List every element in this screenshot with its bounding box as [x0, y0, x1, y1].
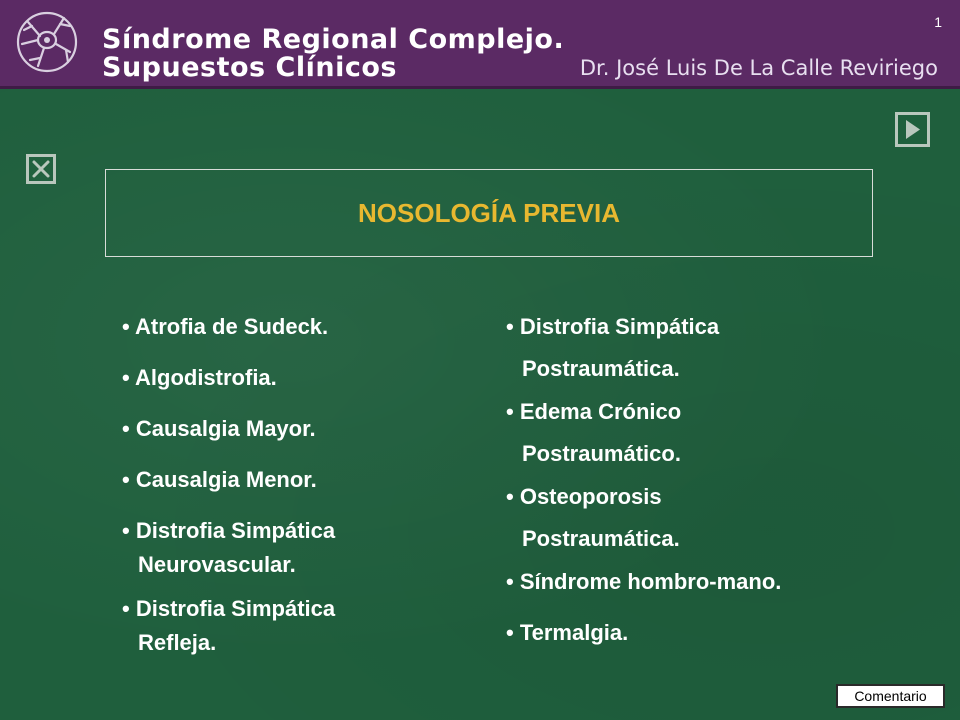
list-item-text: Síndrome hombro-mano. [519, 569, 782, 594]
bullet-mark: • [506, 399, 520, 424]
list-item-text: Causalgia Mayor. [135, 416, 316, 441]
list-item-text: Distrofia Simpática [135, 518, 336, 543]
list-item [122, 595, 335, 663]
list-item-text: Distrofia Simpática [135, 596, 336, 621]
bullet-mark: • [122, 467, 136, 492]
list-item-text: Osteoporosis [519, 484, 662, 509]
bullet-mark: • [122, 596, 136, 621]
author-name: Dr. José Luis De La Calle Reviriego [579, 56, 938, 80]
list-item-continuation: Postraumática. [522, 356, 680, 381]
bullet-mark: • [506, 569, 520, 594]
list-item [506, 483, 680, 567]
close-icon [29, 157, 53, 181]
list-item [506, 568, 781, 610]
list-item [122, 313, 328, 347]
list-item-continuation: Postraumático. [522, 441, 681, 466]
list-item-text: Atrofia de Sudeck. [135, 314, 329, 339]
list-item-continuation: Neurovascular. [138, 552, 296, 577]
close-button[interactable] [26, 154, 56, 184]
bullet-mark: • [506, 484, 520, 509]
bullet-mark: • [122, 314, 135, 339]
list-item [506, 619, 628, 661]
presentation-title-line-1: Síndrome Regional Complejo. [102, 24, 565, 55]
list-item [122, 517, 335, 585]
slide-number: 1 [934, 14, 942, 30]
list-item [122, 415, 316, 449]
bullet-mark: • [122, 365, 135, 390]
play-next-icon [898, 115, 927, 144]
list-item [122, 466, 317, 500]
bullet-mark: • [122, 518, 136, 543]
bullet-mark: • [506, 314, 520, 339]
presentation-title-line-2: Supuestos Clínicos [102, 52, 397, 83]
list-item-text: Algodistrofia. [135, 365, 277, 390]
list-item [122, 364, 277, 398]
comment-button[interactable]: Comentario [836, 684, 945, 708]
list-item-text: Edema Crónico [519, 399, 682, 424]
header-bar [0, 0, 960, 89]
slide-title-box [105, 169, 873, 257]
list-item-continuation: Postraumática. [522, 526, 680, 551]
bullet-mark: • [122, 416, 136, 441]
list-item-text: Distrofia Simpática [519, 314, 720, 339]
list-item [506, 398, 681, 482]
list-item-text: Termalgia. [519, 620, 629, 645]
next-slide-button[interactable] [895, 112, 930, 147]
slide-title: NOSOLOGÍA PREVIA [358, 197, 620, 228]
list-item [506, 313, 719, 397]
bullet-mark: • [506, 620, 520, 645]
list-item-text: Causalgia Menor. [135, 467, 317, 492]
neuron-logo-icon [14, 8, 80, 76]
list-item-continuation: Refleja. [138, 630, 217, 655]
